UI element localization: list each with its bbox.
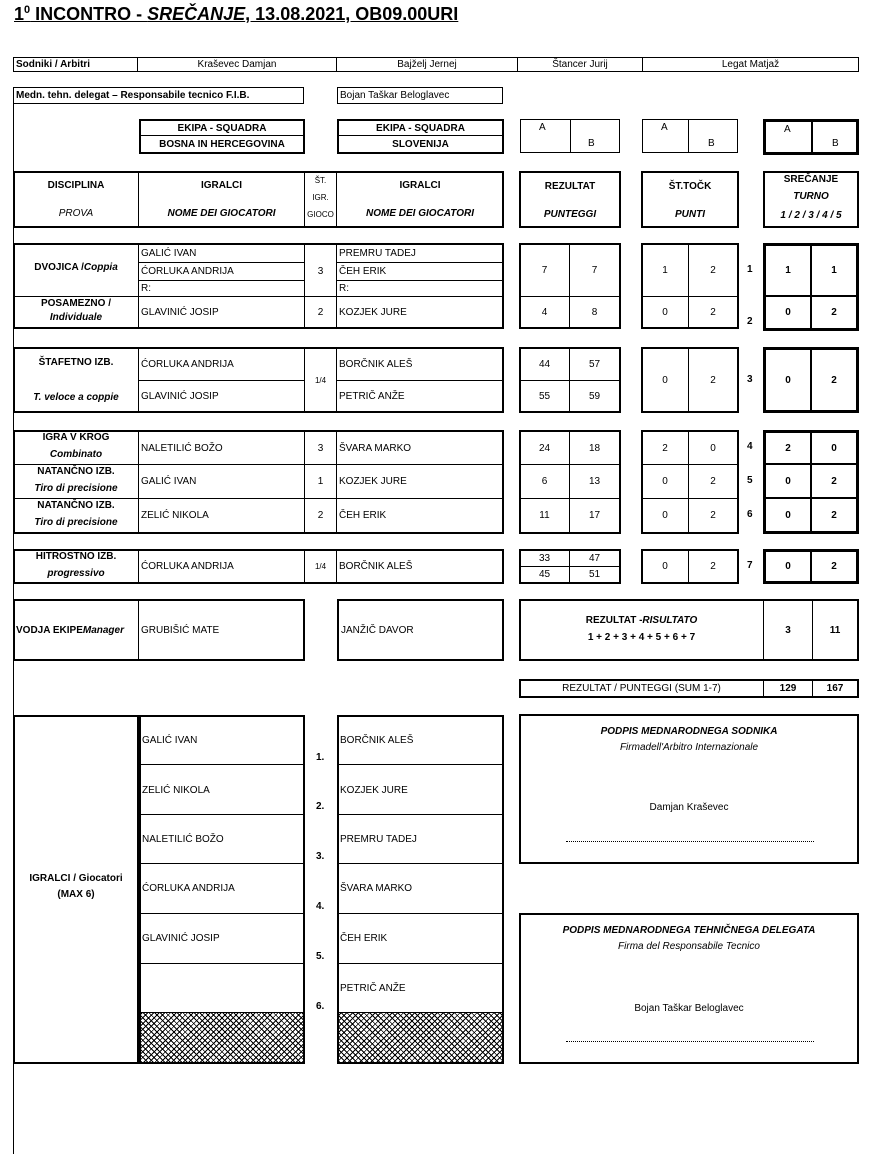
title-italic: SREČANJE — [147, 4, 246, 24]
team-b-header — [339, 121, 502, 136]
title-part2: , 13.08.2021, OB09.00URI — [245, 4, 459, 24]
turn-ab-box — [763, 119, 859, 155]
igra-label-it: Combinato — [49, 449, 103, 460]
team-a-name: BOSNA IN HERCEGOVINA — [159, 138, 285, 150]
dv-pts-b: 2 — [710, 265, 716, 276]
player-num-5: 5. — [316, 951, 325, 962]
result-formula: 1 + 2 + 3 + 4 + 5 + 6 + 7 — [587, 632, 696, 643]
referee-2: Bajželj Jernej — [336, 57, 518, 72]
team-b-header-text: EKIPA - SQUADRA — [376, 122, 465, 134]
team-a-box — [139, 119, 305, 154]
result-a: 3 — [785, 624, 791, 636]
hi-pts-a: 0 — [662, 561, 668, 572]
dv-a-player-2: ĆORLUKA ANDRIJA — [141, 266, 234, 277]
st-res-2b: 59 — [588, 391, 601, 402]
page-title — [14, 4, 458, 25]
result-label — [520, 615, 763, 626]
header-st: ŠT. — [314, 176, 327, 185]
hi-pts-b: 2 — [710, 561, 716, 572]
pb-player-4: ŠVARA MARKO — [340, 883, 413, 894]
nat1-label: NATANČNO IZB. — [37, 466, 115, 477]
dv-a-player-1: GALIĆ IVAN — [141, 248, 197, 259]
points-ab-divider — [688, 120, 689, 152]
ig-turn-a: 2 — [785, 442, 791, 454]
hi-turn-b: 2 — [831, 561, 837, 572]
stafetno-label: ŠTAFETNO IZB. — [38, 357, 114, 368]
pa-sep-1 — [139, 764, 305, 765]
pos-res-a: 4 — [541, 307, 548, 318]
st-b-player-2: PETRIČ ANŽE — [339, 391, 405, 402]
pos-turn-b: 2 — [831, 307, 837, 318]
nat1-turn-a: 0 — [785, 475, 791, 487]
result-a-label: A — [539, 122, 546, 133]
nat2-res-b: 17 — [588, 510, 601, 521]
pb-player-6: PETRIČ ANŽE — [340, 982, 406, 994]
header-srecanje: SREČANJE — [783, 174, 839, 185]
result-label-text: REZULTAT - — [585, 615, 643, 626]
dv-b-player-1: PREMRU TADEJ — [339, 248, 416, 259]
pa-player-1: GALIĆ IVAN — [142, 735, 198, 746]
manager-label-it: Manager — [82, 624, 124, 636]
turn-b-label: B — [832, 138, 839, 149]
team-a-header-text: EKIPA - SQUADRA — [177, 122, 267, 134]
pos-pts-a: 0 — [662, 307, 668, 318]
ig-num: 3 — [317, 442, 324, 454]
player-num-6: 6. — [316, 1001, 325, 1012]
pb-player-2: KOZJEK JURE — [340, 784, 408, 796]
header-nome-a: NOME DEI GIOCATORI — [167, 208, 276, 219]
header-disciplina: DISCIPLINA — [47, 180, 105, 191]
delegate-name: Bojan Taškar Beloglavec — [337, 87, 503, 104]
header-rezultat: REZULTAT — [544, 181, 596, 192]
sign-delegate-subtitle: Firma del Responsabile Tecnico — [618, 941, 760, 952]
nat2-pts-a: 0 — [662, 510, 668, 521]
nat2-pts-b: 2 — [710, 510, 716, 521]
dv-a-reserve: R: — [141, 283, 151, 294]
points-ab-box — [642, 119, 738, 153]
hitrostno-label-it: progressivo — [47, 568, 105, 579]
st-num: 1/4 — [314, 375, 327, 385]
pa-player-5: GLAVINIĆ JOSIP — [142, 933, 220, 944]
sign-delegate-name: Bojan Taškar Beloglavec — [634, 1003, 744, 1014]
hi-a-player: ĆORLUKA ANDRIJA — [141, 561, 234, 572]
dv-turn-b: 1 — [831, 265, 837, 276]
hi-res-1a: 33 — [538, 552, 551, 564]
nat2-label: NATANČNO IZB. — [37, 500, 115, 511]
points-a-label: A — [661, 122, 668, 133]
pb-player-5: ČEH ERIK — [340, 933, 388, 944]
st-res-1b: 57 — [588, 359, 601, 370]
hi-idx: 7 — [747, 560, 753, 571]
nat2-a-player: ZELIĆ NIKOLA — [141, 510, 209, 521]
referees-label: Sodniki / Arbitri — [13, 57, 138, 72]
referee-3: Štancer Jurij — [517, 57, 643, 72]
hi-num: 1/4 — [314, 562, 327, 571]
nat1-idx: 5 — [747, 475, 753, 486]
hi-res-2a: 45 — [538, 569, 551, 580]
pos-num: 2 — [317, 307, 324, 318]
turn-a-label: A — [784, 124, 791, 135]
result-ab-box — [520, 119, 620, 153]
title-number: 1 — [14, 4, 25, 24]
nat1-res-b: 13 — [588, 476, 601, 487]
pos-res-b: 8 — [591, 307, 598, 318]
nat2-label-it: Tiro di precisione — [34, 517, 118, 528]
nat1-pts-a: 0 — [662, 476, 668, 487]
dv-turn-a: 1 — [785, 265, 791, 276]
nat2-idx: 6 — [747, 509, 753, 520]
pa-player-3: NALETILIĆ BOŽO — [142, 833, 224, 845]
pb-sep-1 — [337, 764, 504, 765]
hi-res-1b: 47 — [588, 552, 601, 564]
result-label-it: RISULTATO — [642, 615, 698, 626]
pa-hatched-cell — [141, 1013, 303, 1062]
team-b-name: SLOVENIJA — [392, 138, 449, 150]
ig-turn-b: 0 — [831, 442, 837, 454]
player-num-2: 2. — [316, 801, 325, 812]
pb-hatched-cell — [339, 1013, 502, 1062]
sign-referee-name: Damjan Kraševec — [649, 802, 729, 813]
nat2-b-player: ČEH ERIK — [339, 510, 387, 521]
dvojica-disc: DVOJICA / — [34, 262, 84, 273]
header-igralci-b: IGRALCI — [399, 180, 441, 191]
players-label: IGRALCI / Giocatori — [29, 873, 123, 884]
posamezno-label: POSAMEZNO / — [40, 298, 111, 309]
dvojica-disc-it: Coppia — [83, 262, 118, 273]
ig-pts-a: 2 — [662, 442, 668, 454]
st-pts-a: 0 — [662, 374, 668, 386]
player-num-3: 3. — [316, 851, 325, 862]
pa-player-6 — [140, 964, 304, 1012]
header-nome-b: NOME DEI GIOCATORI — [366, 208, 474, 219]
manager-label — [14, 601, 138, 659]
nat1-b-player: KOZJEK JURE — [339, 476, 407, 487]
st-idx: 3 — [747, 374, 753, 385]
hi-b-player: BORČNIK ALEŠ — [339, 561, 413, 572]
sign-referee-box — [519, 714, 859, 864]
sign-delegate-line[interactable] — [566, 1041, 814, 1042]
ig-idx: 4 — [747, 441, 753, 452]
ig-a-player: NALETILIĆ BOŽO — [141, 442, 223, 454]
sign-delegate-title: PODPIS MEDNARODNEGA TEHNIČNEGA DELEGATA — [562, 925, 816, 936]
header-srecanje-box — [763, 171, 859, 228]
players-max: (MAX 6) — [57, 889, 95, 900]
pa-player-2: ZELIĆ NIKOLA — [142, 784, 210, 796]
header-turno-nums: 1 / 2 / 3 / 4 / 5 — [780, 210, 842, 221]
header-igralci-a: IGRALCI — [200, 180, 243, 191]
st-turn-a: 0 — [785, 374, 791, 386]
nat1-pts-b: 2 — [710, 476, 716, 487]
nat1-label-it: Tiro di precisione — [34, 483, 118, 494]
st-res-1a: 44 — [538, 359, 551, 370]
turn-ab-divider — [811, 122, 813, 152]
delegate-label: Medn. tehn. delegat – Responsabile tecnico F.I.B. — [13, 87, 304, 104]
header-rezultat-box — [519, 171, 621, 228]
header-igr: IGR. — [312, 193, 329, 202]
result-ab-divider — [570, 120, 571, 152]
ig-pts-b: 0 — [710, 442, 716, 454]
dv-pts-a: 1 — [662, 265, 668, 276]
hitrostno-label: HITROSTNO IZB. — [35, 551, 117, 562]
nat1-turn-b: 2 — [831, 475, 837, 487]
pa-player-4: ĆORLUKA ANDRIJA — [142, 883, 235, 894]
posamezno-label-it: Individuale — [49, 312, 103, 323]
hi-res-2b: 51 — [588, 569, 601, 580]
header-gioco: GIOCO — [307, 210, 334, 219]
player-num-4: 4. — [316, 901, 325, 912]
dv-num: 3 — [317, 266, 324, 277]
hi-turn-a: 0 — [785, 561, 791, 572]
sign-referee-line[interactable] — [566, 841, 814, 842]
dv-res-b: 7 — [591, 265, 598, 276]
header-turno: TURNO — [793, 191, 829, 202]
manager-label-text: VODJA EKIPE — [16, 624, 83, 636]
dv-res-a: 7 — [541, 265, 548, 276]
result-b: 11 — [829, 624, 841, 636]
dv-b-reserve: R: — [339, 283, 349, 294]
sign-delegate-box — [519, 913, 859, 1064]
nat2-turn-b: 2 — [831, 509, 837, 521]
pb-player-1: BORČNIK ALEŠ — [340, 735, 414, 746]
st-res-2a: 55 — [538, 391, 551, 402]
st-a-player-2: GLAVINIĆ JOSIP — [141, 391, 219, 402]
st-b-player-1: BORČNIK ALEŠ — [339, 359, 413, 370]
header-punteggi: PUNTEGGI — [543, 209, 597, 220]
ig-res-a: 24 — [538, 442, 551, 454]
referee-4: Legat Matjaž — [642, 57, 859, 72]
nat1-a-player: GALIĆ IVAN — [141, 476, 197, 487]
st-pts-b: 2 — [710, 374, 716, 386]
team-b-box — [337, 119, 504, 154]
nat2-res-a: 11 — [539, 510, 550, 521]
dv-idx: 1 — [747, 264, 753, 275]
dvojica-label — [14, 262, 138, 273]
title-superscript: 0 — [24, 4, 31, 16]
sum-a: 129 — [779, 682, 797, 694]
sign-referee-title: PODPIS MEDNARODNEGA SODNIKA — [600, 726, 778, 737]
dv-b-player-2: ČEH ERIK — [339, 266, 387, 277]
header-prova: PROVA — [58, 208, 94, 219]
pos-pts-b: 2 — [710, 307, 716, 318]
manager-a: GRUBIŠIĆ MATE — [141, 624, 220, 636]
ig-res-b: 18 — [588, 442, 601, 454]
manager-b: JANŽIČ DAVOR — [337, 599, 504, 661]
nat1-num: 1 — [317, 476, 324, 487]
pos-turn-a: 0 — [785, 307, 791, 318]
player-num-1: 1. — [316, 752, 325, 763]
pos-idx: 2 — [747, 316, 753, 327]
nat2-num: 2 — [317, 510, 324, 521]
pos-b-player: KOZJEK JURE — [339, 307, 407, 318]
nat1-res-a: 6 — [541, 476, 548, 487]
st-turn-b: 2 — [831, 374, 837, 386]
result-b-label: B — [588, 138, 595, 149]
igra-label: IGRA V KROG — [42, 432, 110, 443]
sum-b: 167 — [826, 682, 844, 694]
points-b-label: B — [708, 138, 715, 149]
nat2-turn-a: 0 — [785, 509, 791, 521]
pb-player-3: PREMRU TADEJ — [340, 833, 417, 845]
st-a-player-1: ĆORLUKA ANDRIJA — [141, 359, 234, 370]
sign-referee-subtitle: Firmadell'Arbitro Internazionale — [619, 742, 759, 753]
pos-a-player: GLAVINIĆ JOSIP — [141, 307, 219, 318]
header-punti: PUNTI — [675, 209, 705, 220]
title-part1: INCONTRO - — [30, 4, 148, 24]
referee-1: Kraševec Damjan — [137, 57, 337, 72]
stafetno-label-it: T. veloce a coppie — [33, 392, 119, 403]
team-a-header — [141, 121, 303, 136]
ig-b-player: ŠVARA MARKO — [339, 442, 412, 454]
header-tock-box — [641, 171, 739, 228]
header-st-tock: ŠT.TOČK — [668, 181, 712, 192]
sum-label: REZULTAT / PUNTEGGI (SUM 1-7) — [562, 682, 721, 694]
